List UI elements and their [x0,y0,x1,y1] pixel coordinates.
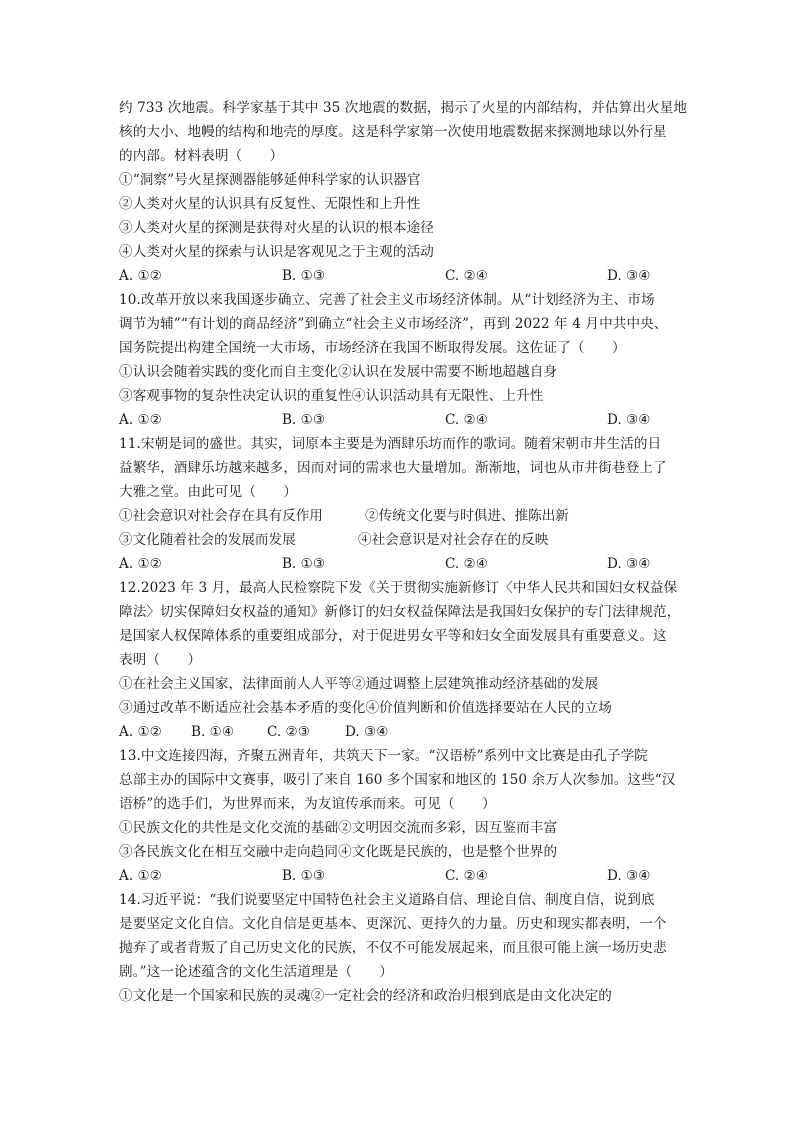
question-text-line: 是国家人权保障体系的重要组成部分，对于促进男女平等和妇女全面发展具有重要意义。这 [119,628,667,644]
option-a[interactable]: A. ①② [119,868,162,884]
statement-4: ④社会意识是对社会存在的反映 [358,532,549,548]
question-text-line: 13.中文连接四海，齐聚五洲青年，共筑天下一家。“汉语桥”系列中文比赛是由孔子学院 [119,748,648,764]
statement-1: ①社会意识对社会存在具有反作用 [119,508,323,524]
statement-line: ③各民族文化在相互交融中走向趋同④文化既是民族的，也是整个世界的 [119,844,558,860]
option-a[interactable]: A. ①② [119,556,162,572]
question-text-line: 抛弃了或者背叛了自己历史文化的民族，不仅不可能发展起来，而且很可能上演一场历史悲 [119,940,667,956]
option-d[interactable]: D. ③④ [607,268,651,284]
question-text-line: 10.改革开放以来我国逐步确立、完善了社会主义市场经济体制。从“计划经济为主、市场 [119,292,655,308]
option-c[interactable]: C. ②③ [267,724,310,740]
statement-3: ③人类对火星的探测是获得对火星的认识的根本途径 [119,220,434,236]
question-text-line: 剧。”这一论述蕴含的文化生活道理是（ ） [119,964,394,980]
option-b[interactable]: B. ①③ [282,868,326,884]
answer-options [119,864,679,888]
question-10 [119,288,679,432]
option-a[interactable]: A. ①② [119,412,162,428]
option-a[interactable]: A. ①② [119,268,162,284]
answer-options [119,408,679,432]
option-c[interactable]: C. ②④ [445,412,488,428]
statement-line: ①文化是一个国家和民族的灵魂②一定社会的经济和政治归根到底是由文化决定的 [119,988,612,1004]
question-text-line: 大雅之堂。由此可见（ ） [119,484,298,500]
question-14 [119,888,679,1008]
option-c[interactable]: C. ②④ [445,556,488,572]
question-9 [119,96,688,288]
option-d[interactable]: D. ③④ [607,868,651,884]
statement-line: ③通过改革不断适应社会基本矛盾的变化④价值判断和价值选择要站在人民的立场 [119,700,612,716]
statement-pair [119,504,679,528]
exam-page [119,96,688,1008]
question-text-line: 表明（ ） [119,652,202,668]
option-a[interactable]: A. ①② [119,724,162,740]
option-d[interactable]: D. ③④ [345,724,389,740]
question-text-line: 约 733 次地震。科学家基于其中 35 次地震的数据，揭示了火星的内部结构，并估算出火星地 [119,100,688,116]
option-b[interactable]: B. ①③ [282,268,326,284]
option-b[interactable]: B. ①④ [191,724,235,740]
option-c[interactable]: C. ②④ [445,268,488,284]
question-text-line: 核的大小、地幔的结构和地壳的厚度。这是科学家第一次使用地震数据来探测地球以外行星 [119,124,667,140]
question-text-line: 国务院提出构建全国统一大市场，市场经济在我国不断取得发展。这佐证了（ ） [119,340,626,356]
question-text-line: 的内部。材料表明（ ） [119,148,284,164]
statement-line: ①认识会随着实践的变化而自主变化②认识在发展中需要不断地超越自身 [119,364,558,380]
question-text-line: 语桥”的选手们，为世界而来，为友谊传承而来。可见（ ） [119,796,496,812]
question-11 [119,432,679,576]
question-text-line: 14.习近平说：“我们说要坚定中国特色社会主义道路自信、理论自信、制度自信，说到底 [119,892,655,908]
question-13 [119,744,679,888]
answer-options [119,264,679,288]
statement-line: ③客观事物的复杂性决定认识的重复性④认识活动具有无限性、上升性 [119,388,544,404]
statement-4: ④人类对火星的探索与认识是客观见之于主观的活动 [119,244,434,260]
option-d[interactable]: D. ③④ [607,556,651,572]
statement-line: ①在社会主义国家，法律面前人人平等②通过调整上层建筑推动经济基础的发展 [119,676,599,692]
question-text-line: 障法〉切实保障妇女权益的通知》新修订的妇女权益保障法是我国妇女保护的专门法律规范， [119,604,681,620]
statement-1: ①“洞察”号火星探测器能够延伸科学家的认识器官 [119,172,421,188]
statement-2: ②传统文化要与时俱进、推陈出新 [365,508,569,524]
option-b[interactable]: B. ①③ [282,556,326,572]
option-d[interactable]: D. ③④ [607,412,651,428]
question-text-line: 是要坚定文化自信。文化自信是更基本、更深沉、更持久的力量。历史和现实都表明，一个 [119,916,667,932]
statement-line: ①民族文化的共性是文化交流的基础②文明因交流而多彩，因互鉴而丰富 [119,820,558,836]
option-c[interactable]: C. ②④ [445,868,488,884]
question-12 [119,576,679,744]
question-text-line: 12.2023 年 3 月，最高人民检察院下发《关于贯彻实施新修订〈中华人民共和国妇女权益保 [119,580,678,596]
statement-pair [119,528,679,552]
answer-options [119,720,679,744]
question-text-line: 11.宋朝是词的盛世。其实，词原本主要是为酒肆乐坊而作的歌词。随着宋朝市井生活的日 [119,436,662,452]
statement-3: ③文化随着社会的发展而发展 [119,532,296,548]
question-text-line: 调节为辅”“有计划的商品经济”到确立“社会主义市场经济”，再到 2022 年 4 月中共中央、 [119,316,668,332]
statement-2: ②人类对火星的认识具有反复性、无限性和上升性 [119,196,421,212]
option-b[interactable]: B. ①③ [282,412,326,428]
question-text-line: 益繁华，酒肆乐坊越来越多，因而对词的需求也大量增加。渐渐地，词也从市井街巷登上了 [119,460,667,476]
answer-options [119,552,679,576]
question-text-line: 总部主办的国际中文赛事，吸引了来自 160 多个国家和地区的 150 余万人次参加。这些“汉 [119,772,676,788]
